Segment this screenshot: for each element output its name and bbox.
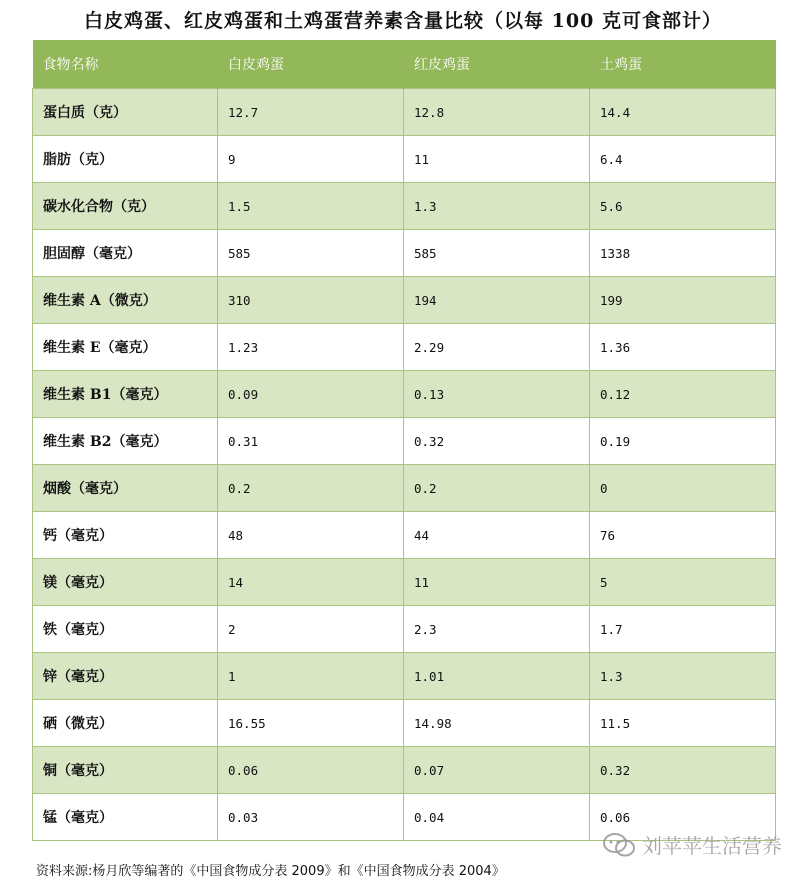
watermark-text: 刘苹苹生活营养 <box>642 834 782 858</box>
nutrient-value-cell: 9 <box>218 136 404 183</box>
nutrition-table <box>32 40 776 841</box>
nutrient-value-cell: 0.12 <box>590 371 776 418</box>
nutrient-name-cell: 锌（毫克） <box>33 653 218 700</box>
nutrient-value-cell: 0.32 <box>590 747 776 794</box>
nutrient-name-cell: 钙（毫克） <box>33 512 218 559</box>
nutrient-value-cell: 76 <box>590 512 776 559</box>
nutrient-value-cell: 194 <box>404 277 590 324</box>
nutrient-value-cell: 0.32 <box>404 418 590 465</box>
nutrient-value-cell: 0.06 <box>218 747 404 794</box>
nutrient-name-cell: 硒（微克） <box>33 700 218 747</box>
table-row <box>33 418 776 465</box>
nutrient-name-cell: 脂肪（克） <box>33 136 218 183</box>
nutrient-value-cell: 1.23 <box>218 324 404 371</box>
table-row <box>33 512 776 559</box>
nutrient-name-cell: 维生素 B2（毫克） <box>33 418 218 465</box>
column-header-white-egg: 白皮鸡蛋 <box>218 40 404 89</box>
nutrient-value-cell: 2 <box>218 606 404 653</box>
nutrient-value-cell: 1338 <box>590 230 776 277</box>
nutrient-value-cell: 11.5 <box>590 700 776 747</box>
nutrient-value-cell: 0.03 <box>218 794 404 841</box>
nutrient-value-cell: 44 <box>404 512 590 559</box>
table-row <box>33 89 776 136</box>
nutrient-name-cell: 碳水化合物（克） <box>33 183 218 230</box>
nutrient-value-cell: 6.4 <box>590 136 776 183</box>
nutrient-value-cell: 1 <box>218 653 404 700</box>
nutrient-value-cell: 0.31 <box>218 418 404 465</box>
nutrient-value-cell: 0.04 <box>404 794 590 841</box>
nutrient-value-cell: 0.13 <box>404 371 590 418</box>
nutrient-value-cell: 11 <box>404 559 590 606</box>
nutrient-value-cell: 2.29 <box>404 324 590 371</box>
nutrient-value-cell: 1.01 <box>404 653 590 700</box>
watermark <box>602 830 782 859</box>
nutrient-value-cell: 0.09 <box>218 371 404 418</box>
nutrient-name-cell: 维生素 A（微克） <box>33 277 218 324</box>
nutrient-value-cell: 1.5 <box>218 183 404 230</box>
table-row <box>33 183 776 230</box>
table-row <box>33 559 776 606</box>
table-body <box>33 89 776 841</box>
wechat-icon <box>602 833 636 857</box>
nutrient-value-cell: 0.06 <box>590 794 776 841</box>
column-header-free-range-egg: 土鸡蛋 <box>590 40 776 89</box>
nutrient-value-cell: 12.7 <box>218 89 404 136</box>
nutrient-name-cell: 锰（毫克） <box>33 794 218 841</box>
table-row <box>33 324 776 371</box>
nutrient-name-cell: 胆固醇（毫克） <box>33 230 218 277</box>
nutrient-value-cell: 0.07 <box>404 747 590 794</box>
nutrient-value-cell: 0.2 <box>404 465 590 512</box>
table-row <box>33 371 776 418</box>
nutrient-value-cell: 585 <box>218 230 404 277</box>
nutrient-value-cell: 1.3 <box>404 183 590 230</box>
nutrient-value-cell: 0.19 <box>590 418 776 465</box>
nutrient-value-cell: 310 <box>218 277 404 324</box>
nutrient-value-cell: 48 <box>218 512 404 559</box>
nutrient-value-cell: 14.98 <box>404 700 590 747</box>
nutrient-name-cell: 铜（毫克） <box>33 747 218 794</box>
table-header-row <box>33 40 776 89</box>
nutrient-value-cell: 5.6 <box>590 183 776 230</box>
nutrient-value-cell: 1.3 <box>590 653 776 700</box>
nutrient-value-cell: 11 <box>404 136 590 183</box>
page-title: 白皮鸡蛋、红皮鸡蛋和土鸡蛋营养素含量比较（以每 100 克可食部计） <box>84 10 722 32</box>
nutrient-name-cell: 镁（毫克） <box>33 559 218 606</box>
nutrient-value-cell: 14.4 <box>590 89 776 136</box>
table-row <box>33 136 776 183</box>
nutrient-value-cell: 199 <box>590 277 776 324</box>
column-header-brown-egg: 红皮鸡蛋 <box>404 40 590 89</box>
nutrient-name-cell: 维生素 E（毫克） <box>33 324 218 371</box>
table-row <box>33 747 776 794</box>
nutrient-name-cell: 蛋白质（克） <box>33 89 218 136</box>
nutrient-name-cell: 铁（毫克） <box>33 606 218 653</box>
nutrient-value-cell: 16.55 <box>218 700 404 747</box>
table-row <box>33 277 776 324</box>
nutrient-value-cell: 5 <box>590 559 776 606</box>
nutrient-value-cell: 0 <box>590 465 776 512</box>
nutrient-value-cell: 14 <box>218 559 404 606</box>
nutrient-value-cell: 12.8 <box>404 89 590 136</box>
nutrient-name-cell: 烟酸（毫克） <box>33 465 218 512</box>
table-row <box>33 606 776 653</box>
nutrient-name-cell: 维生素 B1（毫克） <box>33 371 218 418</box>
nutrient-value-cell: 1.36 <box>590 324 776 371</box>
nutrient-value-cell: 0.2 <box>218 465 404 512</box>
nutrient-value-cell: 585 <box>404 230 590 277</box>
table-row <box>33 230 776 277</box>
table-row <box>33 700 776 747</box>
table-row <box>33 653 776 700</box>
nutrient-value-cell: 2.3 <box>404 606 590 653</box>
column-header-food-name: 食物名称 <box>33 40 218 89</box>
source-note: 资料来源:杨月欣等编著的《中国食物成分表 2009》和《中国食物成分表 2004》 <box>36 864 505 879</box>
nutrient-value-cell: 1.7 <box>590 606 776 653</box>
table-row <box>33 465 776 512</box>
